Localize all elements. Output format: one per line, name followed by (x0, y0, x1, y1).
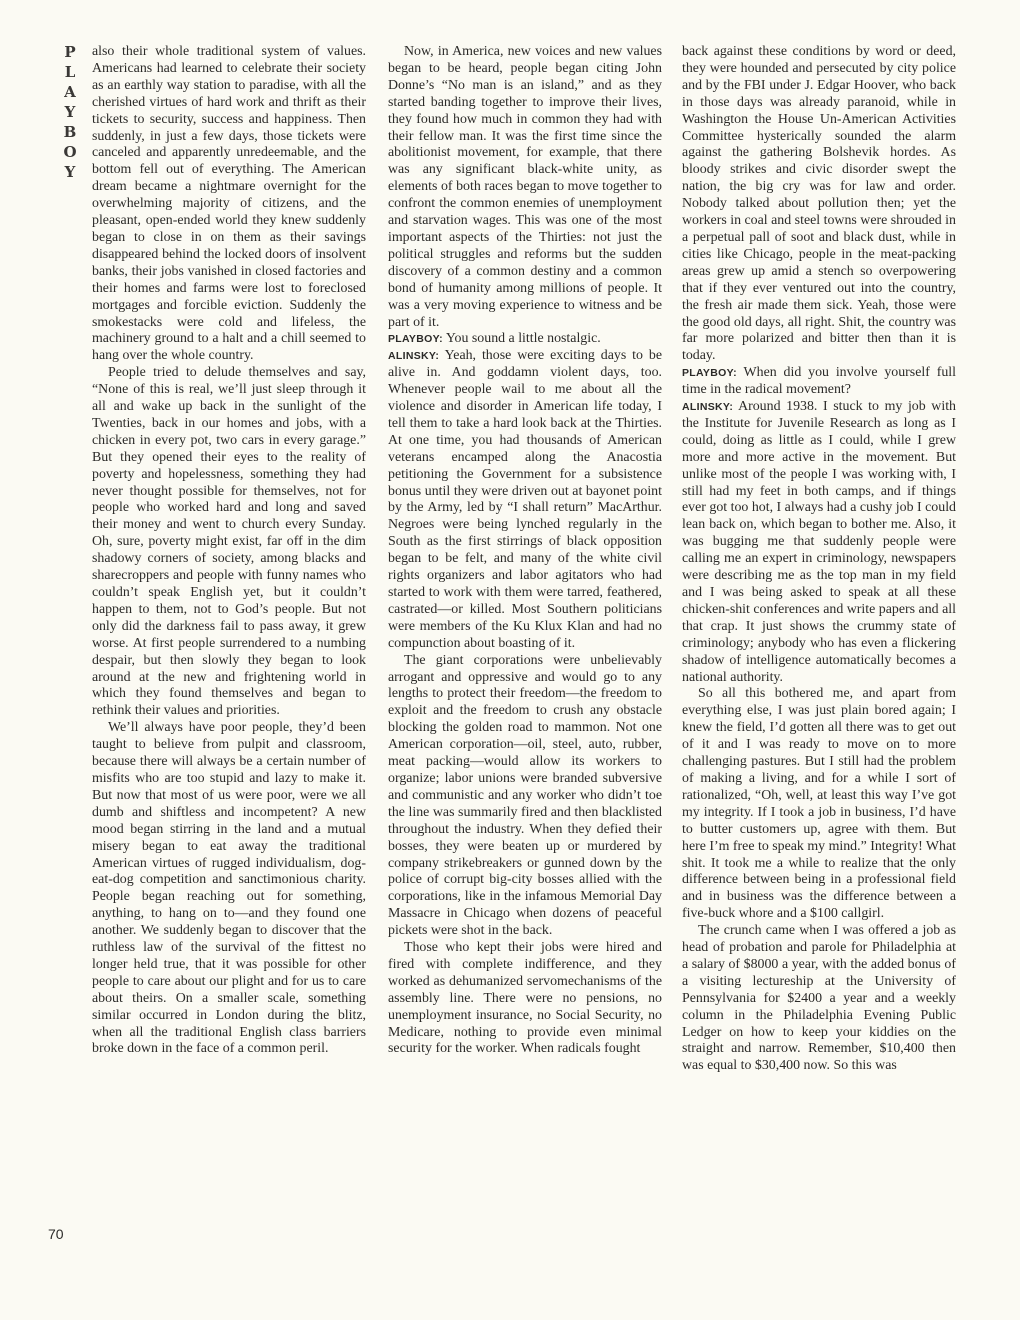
interview-exchange (682, 365, 956, 399)
paragraph-text: The giant corporations were unbelievably arrogant and oppressive and would go to any lengths to protect their freedom—the freedom to exploit and the freedom to crush any obstacle blocking the golden road to mammon. Not one American corporation—oil, steel, auto, rubber, meat packing—would allow its workers to organize; labor unions were branded subversive and communistic and any worker who didn’t toe the line was summarily fired and then blacklisted throughout the industry. When they defied their bosses, they were beaten up or murdered by company strikebreakers or gunned down by the police of corrupt big-city bosses allied with the corporations, like in the infamous Memorial Day Massacre in Chicago when dozens of peaceful pickets were shot in the back. (388, 652, 662, 939)
masthead-letter: A (64, 83, 76, 101)
masthead-letter: B (63, 123, 77, 141)
paragraph-text: Yeah, those were exciting days to be alive in. And goddamn violent days, too. Whenever people wail to me about all the violence and disorder in American life today, I tell them to take a hard look back at the Thirties. At one time, you had thousands of American veterans encamped along the Anacostia petitioning the Government for a subsistence bonus until they were driven out at bayonet point by the Army, led by “I shall return” MacArthur. Negroes were being lynched regularly in the South as the first stirrings of black opposition began to be felt, and many of the white civil rights organizers and labor agitators who had started to work with them were tarred, feathered, castrated—or killed. Most Southern politicians were members of the Ku Klux Klan and had no compunction about boasting of it. (388, 348, 663, 651)
page-number: 70 (48, 1226, 64, 1242)
interview-exchange (682, 399, 956, 686)
column-2 (388, 44, 662, 1058)
paragraph-text: The crunch came when I was offered a job as head of probation and parole for Philadelphia at a salary of $8000 a year, with the added bonus of a visiting lectureship at the University of Pennsylvania for $2400 a year and a weekly column in the Philadelphia Evening Public Ledger on how to keep your kiddies on the straight and narrow. Remember, $10,400 then was equal to $30,400 now. So this was (682, 923, 956, 1074)
article-paragraph (682, 923, 956, 1075)
article-paragraph (388, 653, 662, 940)
interview-exchange (388, 348, 662, 652)
article-paragraph (92, 44, 366, 365)
paragraph-text: When did you involve yourself full time in the radical movement? (682, 365, 956, 398)
interview-exchange (388, 331, 662, 348)
masthead-letter: Y (64, 163, 76, 181)
speaker-label: ALINSKY: (388, 350, 440, 363)
paragraph-text: People tried to delude themselves and say, “None of this is real, we’ll just sleep through it all and wake up back in the sunlight of the Twenties, back in our homes and jobs, with a chicken in every pot, two cars in every garage.” But they opened their eyes to the reality of poverty and hopelessness, something they had never thought possible for themselves, not for people who worked hard and long and saved their money and went to church every Sunday. Oh, sure, poverty might exist, far off in the dim shadowy corners of society, among blacks and sharecroppers and people with funny names who couldn’t speak English yet, but it couldn’t happen to them, not to God’s people. But not only did the darkness fail to pass away, it grew worse. At first people surrendered to a numbing despair, but then slowly they began to look around at the new and frightening world in which they found themselves and began to rethink their values and priorities. (92, 365, 366, 719)
magazine-masthead (58, 42, 82, 182)
paragraph-text: We’ll always have poor people, they’d been taught to believe from pulpit and classroom, because there will always be a certain number of misfits who are too stupid and lazy to make it. But now that most of us were poor, were we all dumb and shiftless and incompetent? A new mood began stirring in the land and a mutual misery began to eat away the traditional American virtues of rugged individualism, dog-eat-dog competition and sanctimonious charity. People began reaching out for something, anything, to hang on to—and they found one another. We suddenly began to discover that the ruthless law of the survival of the fittest no longer held true, that it was possible for other people to care about our plight and for us to care about theirs. On a smaller scale, something similar occurred in London during the blitz, when all the traditional English class barriers broke down in the face of a common peril. (92, 720, 366, 1057)
column-1 (92, 44, 366, 1058)
paragraph-text: Those who kept their jobs were hired and fired with complete indifference, and they worked as dehumanized servomechanisms of the assembly line. There were no pensions, no unemployment insurance, no Social Security, no Medicare, nothing to provide even minimal security for the worker. When radicals fought (388, 940, 662, 1057)
article-paragraph (388, 940, 662, 1058)
article-paragraph (92, 365, 366, 720)
masthead-letter: L (64, 63, 76, 81)
article-paragraph (682, 686, 956, 923)
speaker-label: ALINSKY: (682, 401, 734, 414)
column-3 (682, 44, 956, 1075)
article-paragraph (92, 720, 366, 1058)
masthead-letter: P (64, 43, 76, 61)
paragraph-text: Around 1938. I stuck to my job with the Institute for Juvenile Research as long as I could, doing as little as I could, while I grew more and more active in the movement. But unlike most of the people I was working with, I still had my feet in both camps, and if things ever got too hot, I always had a cushy job I could lean back on, which began to bother me. Also, it was bugging me that suddenly people were calling me an expert in criminology, newspapers were describing me as the top man in my field and I was being asked to speak at all these chicken-shit conferences and write papers and all that crap. It just shows the crummy state of criminology; anybody who has even a flickering shadow of intelligence automatically becomes a national authority. (682, 399, 956, 685)
paragraph-text: Now, in America, new voices and new values began to be heard, people began citing John Donne’s “No man is an island,” and as they started banding together to improve their lives, they found how much in common they had with their fellow man. It was the first time since the abolitionist movement, for example, that there was any significant black-white unity, as elements of both races began to move together to confront the common enemies of unemployment and starvation wages. This was one of the most important aspects of the Thirties: not just the political struggles and reforms but the sudden discovery of a common destiny and a common bond of humanity among millions of people. It was a very moving experience to witness and be part of it. (388, 44, 662, 330)
article-paragraph (388, 44, 662, 331)
masthead-letter: Y (64, 103, 76, 121)
paragraph-text: So all this bothered me, and apart from everything else, I was just plain bored again; I knew the field, I’d gotten all there was to get out of it and I was ready to move on to more challenging pastures. But I still had the problem of making a living, and for a while I sort of rationalized, “Oh, well, at least this way I’ve got my integrity. If I took a job in business, I’d have to butter customers up, agree with them. But here I’m free to speak my mind.” Integrity! What shit. It took me a while to realize that the only difference between being in a professional field and in business was the difference between a five-buck whore and a $100 callgirl. (682, 686, 956, 922)
paragraph-text: You sound a little nostalgic. (445, 331, 601, 347)
speaker-label: PLAYBOY: (388, 333, 443, 346)
article-paragraph (682, 44, 956, 365)
speaker-label: PLAYBOY: (682, 367, 737, 380)
paragraph-text: back against these conditions by word or deed, they were hounded and persecuted by city police and by the FBI under J. Edgar Hoover, who back in those days was already paranoid, while in Washington the House Un-American Activities Committee hysterically sounded the alarm against the gathering Bolshevik hordes. As bloody strikes and civic disorder swept the nation, the big cry was for law and order. Nobody talked about pollution then; yet the workers in coal and steel towns were shrouded in a perpetual pall of soot and black dust, while in cities like Chicago, people in the meat-packing areas grew up amid a stench so overpowering that if they ever ventured out into the country, the fresh air made them sick. Yeah, those were the good old days, all right. Shit, the country was far more polarized and bitter then than it is today. (682, 44, 956, 364)
paragraph-text: also their whole traditional system of values. Americans had learned to celebrate their society as an earthly way station to paradise, with all the cherished virtues of hard work and thrift as their tickets to security, success and happiness. Then suddenly, in just a few days, those tickets were canceled and apparently unredeemable, and the bottom fell out of everything. The American dream became a nightmare overnight for the overwhelming majority of citizens, and the pleasant, open-ended world they knew suddenly began to close in on them as their savings disappeared behind the locked doors of insolvent banks, their jobs vanished in closed factories and their homes and farms were lost to foreclosed mortgages and forcible eviction. Suddenly the smokestacks were cold and lifeless, the machinery ground to a halt and a chill seemed to hang over the whole country. (92, 44, 366, 364)
masthead-letter: O (63, 143, 77, 161)
